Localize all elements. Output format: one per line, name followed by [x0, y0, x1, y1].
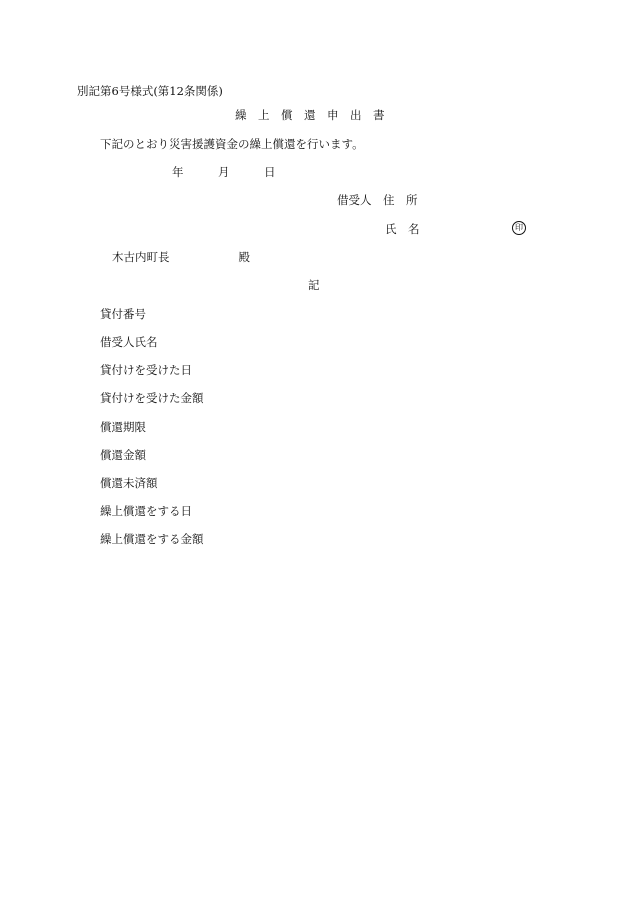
- borrower-address-label: 借受人 住 所: [337, 193, 418, 207]
- item-borrower-name: 借受人氏名: [100, 335, 158, 349]
- item-outstanding-amount: 償還未済額: [100, 476, 158, 490]
- intro-text: 下記のとおり災害援護資金の繰上償還を行います。: [100, 137, 364, 151]
- date-line: 年 月 日: [172, 165, 276, 179]
- item-repayment-deadline: 償還期限: [100, 420, 146, 434]
- borrower-name-label: 氏 名: [385, 222, 420, 236]
- addressee: 木古内町長 殿: [112, 250, 250, 264]
- ki-heading: 記: [308, 278, 320, 292]
- item-early-repayment-date: 繰上償還をする日: [100, 504, 192, 518]
- document-title: 繰 上 償 還 申 出 書: [235, 108, 385, 122]
- seal-icon: 印: [512, 221, 526, 235]
- item-loan-date: 貸付けを受けた日: [100, 363, 192, 377]
- item-loan-amount: 貸付けを受けた金額: [100, 391, 204, 405]
- item-repayment-amount: 償還金額: [100, 448, 146, 462]
- item-loan-number: 貸付番号: [100, 307, 146, 321]
- item-early-repayment-amount: 繰上償還をする金額: [100, 532, 204, 546]
- form-id: 別記第6号様式(第12条関係): [77, 84, 223, 98]
